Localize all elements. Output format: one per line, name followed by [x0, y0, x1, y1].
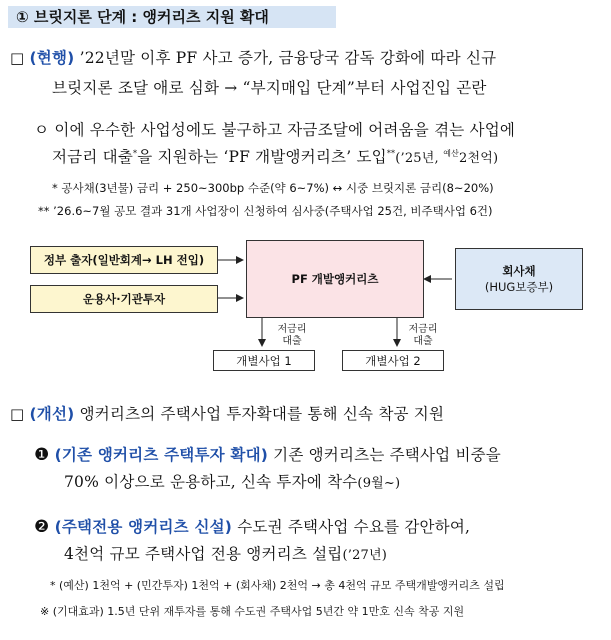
loan-label-1: 저금리 대출: [277, 324, 307, 347]
improve-tag: (개선): [29, 405, 75, 423]
item1-text-2: 70% 이상으로 운용하고, 신속 투자에 착수: [64, 473, 358, 491]
center-box: PF 개발앵커리츠: [246, 240, 424, 318]
item2-text-1: 수도권 주택사업 수요를 감안하여,: [232, 518, 471, 536]
item2-line-1: [34, 515, 470, 537]
note-1: * 공사채(3년물) 금리 + 250~300bp 수준(약 6~7%) ↔ 시중 브릿지론 금리(8~20%): [52, 181, 494, 195]
item2-line-2: [64, 542, 387, 564]
point-text-2d: 2천억): [459, 151, 499, 166]
square-bullet: □: [10, 49, 25, 67]
point-text-1: 이에 우수한 사업성에도 불구하고 자금조달에 어려움을 겪는 사업에: [54, 121, 516, 139]
note-2: ** ’26.6~7월 공모 결과 31개 사업장이 신청하여 심사중(주택사업 25건, 비주택사업 6건): [38, 204, 493, 218]
project-box-1: 개별사업 1: [213, 350, 315, 371]
item2-number: ❷: [34, 517, 50, 537]
improve-line: [10, 402, 444, 424]
item2-date: (’27년): [342, 548, 388, 563]
footnote-mark-2: **: [386, 148, 396, 158]
point-text-2c: (’25년,: [395, 151, 444, 166]
note-4: ※ (기대효과) 1.5년 단위 재투자를 통해 수도권 주택사업 5년간 약 1만호 신속 착공 지원: [40, 605, 465, 618]
square-bullet-2: □: [10, 405, 25, 423]
item1-line-2: [64, 470, 400, 492]
circle-bullet: ㅇ: [34, 121, 50, 139]
loan-label-2: 저금리 대출: [408, 324, 438, 347]
point-text-2b: 을 지원하는 ‘PF 개발앵커리츠’ 도입: [137, 148, 387, 166]
item1-tag: (기존 앵커리츠 주택투자 확대): [54, 446, 269, 464]
point-text-2a: 저금리 대출: [52, 148, 133, 166]
item1-date: (9월~): [357, 476, 401, 491]
current-line-2: 브릿지론 조달 애로 심화 → “부지매입 단계”부터 사업진입 곤란: [52, 79, 487, 97]
item1-number: ❶: [34, 445, 50, 465]
asset-box: 운용사·기관투자: [30, 285, 218, 313]
note-3: * (예산) 1천억 + (민간투자) 1천억 + (회사채) 2천억 → 총 4천억 규모 주택개발앵커리츠 설립: [50, 579, 505, 592]
item1-text-1: 기존 앵커리츠는 주택사업 비중을: [268, 446, 501, 464]
section-title: ① 브릿지론 단계 : 앵커리츠 지원 확대: [8, 6, 336, 28]
gov-box: 정부 출자(일반회계→ LH 전입): [30, 246, 218, 274]
item2-text-2: 4천억 규모 주택사업 전용 앵커리츠 설립: [64, 545, 343, 563]
bond-box: [455, 248, 583, 310]
item1-line-1: [34, 443, 501, 465]
project-box-2: 개별사업 2: [342, 350, 444, 371]
current-tag: (현행): [29, 49, 75, 67]
bond-title: 회사채: [502, 264, 536, 278]
item2-tag: (주택전용 앵커리츠 신설): [54, 518, 233, 536]
footnote-mark-1: *: [133, 148, 138, 158]
current-text-1: ’22년말 이후 PF 사고 증가, 금융당국 감독 강화에 따라 신규: [74, 49, 497, 67]
budget-mark: 예산: [443, 148, 460, 158]
bond-subtitle: (HUG보증부): [484, 280, 554, 294]
improve-text: 앵커리츠의 주택사업 투자확대를 통해 신속 착공 지원: [74, 405, 445, 423]
